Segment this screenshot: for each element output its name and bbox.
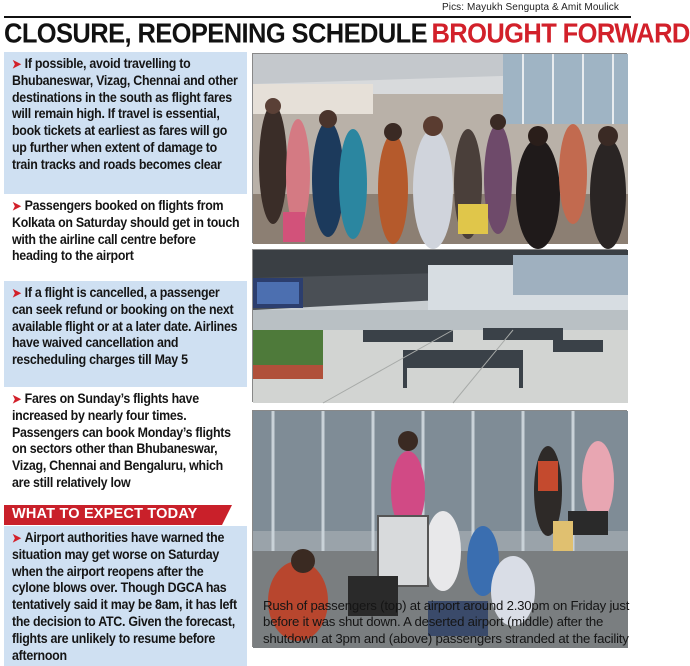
arrow-icon: ➤ — [12, 286, 21, 300]
headline-red: BROUGHT FORWARD — [431, 18, 690, 50]
advisory-item — [4, 281, 247, 387]
advisory-text: Airport authorities have warned the situation may get worse on Saturday when the airport reopens after the cylone blows over. Though DGCA has tentatively said it may be 8am, it has left the decision to ATC. Given the forecast, flights are unlikely to resume before afternoon — [12, 530, 237, 663]
advisory-item — [4, 194, 247, 281]
advisory-text: Fares on Sunday’s flights have increased by nearly four times. Passengers can book Monday’s flights on sectors other than Bhubaneswar, Vizag, Chennai and Bengaluru, which are still relatively low — [12, 391, 231, 490]
advisory-column — [4, 52, 247, 666]
section-label-what-to-expect: WHAT TO EXPECT TODAY — [4, 505, 222, 525]
advisory-text: If a flight is cancelled, a passenger can seek refund or booking on the next available flight or at a later date. Airlines have waived cancellation and rescheduling charges till May 5 — [12, 285, 238, 368]
advisory-item — [4, 526, 247, 666]
arrow-icon: ➤ — [12, 531, 21, 545]
advisory-item — [4, 387, 247, 505]
advisory-text: If possible, avoid travelling to Bhubaneswar, Vizag, Chennai and other destinations in the south as flight fares will remain high. If travel is essential, book tickets at earliest as fares will go up further when extent of damage to train tracks and roads becomes clear — [12, 56, 238, 172]
photo-caption: Rush of passengers (top) at airport around 2.30pm on Friday just before it was shut down. A deserted airport (middle) after the shutdown at 3pm and (above) passengers stranded at the facility — [263, 598, 630, 646]
arrow-icon: ➤ — [12, 199, 21, 213]
advisory-item — [4, 52, 247, 194]
arrow-icon: ➤ — [12, 57, 21, 71]
photo-credit: Pics: Mayukh Sengupta & Amit Moulick — [441, 2, 619, 13]
crowd-photo-illustration — [253, 54, 628, 244]
advisory-text: Passengers booked on flights from Kolkata on Saturday should get in touch with the airline call centre before heading to the airport — [12, 198, 240, 264]
photo-deserted-terminal — [252, 249, 627, 402]
deserted-terminal-illustration — [253, 250, 628, 403]
headline — [4, 16, 690, 50]
headline-black: CLOSURE, REOPENING SCHEDULE — [4, 18, 428, 50]
photo-crowded-terminal — [252, 53, 627, 243]
arrow-icon: ➤ — [12, 392, 21, 406]
